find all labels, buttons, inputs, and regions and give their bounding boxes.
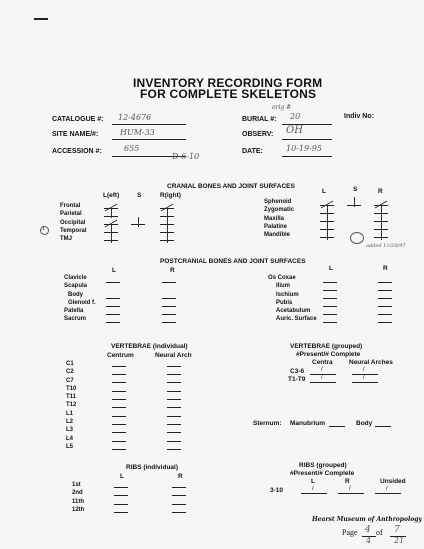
cranial-left-item: Frontal [60, 203, 81, 209]
rib-item: 1st [72, 482, 81, 488]
cranial-col-s: S [137, 192, 142, 199]
margin-mark: 1 [42, 226, 45, 232]
vertebrae-grouped-item: T1-T9 [288, 376, 306, 383]
ribs-grouped-unsided: Unsided [380, 478, 406, 485]
vertebra-item: T11 [66, 394, 77, 401]
postcranial-right-item: Auric. Surface [276, 316, 317, 323]
postcranial-left-item: Clavicle [64, 275, 87, 281]
postcranial-right-list [268, 274, 317, 324]
postcranial-left-item: Glenoid f. [68, 299, 96, 306]
site-label: SITE NAME/#: [52, 131, 99, 138]
manubrium-label: Manubrium [290, 420, 326, 427]
page-total: 7 [394, 525, 400, 535]
site-line [112, 139, 186, 140]
indiv-label: Indiv No: [344, 113, 374, 120]
postcranial-left-item: Body [68, 291, 83, 298]
ribs-col-r: R [178, 473, 183, 480]
ribs-col-l: L [120, 473, 124, 480]
inventory-form-page: INVENTORY RECORDING FORM FOR COMPLETE SKELETONS CATALOGUE #: 12-4676 orig # BURIAL #: 20 Indiv No: SITE NAME/#: HUM-33 OBSERV: OH ACCESSION #: 655 D-6-10 DATE: 10-19-95 CRANIAL BONES AND JOINT SURFACES L(eft) S R(ight) Frontal Parietal Occipital Temporal TMJ 1 L S R Sphenoid Zygomatic Maxilla Palatine Mandible added 11/20/97 POSTCRANIAL BONES AND JOINT SURFACES L R Clavicle Scapula Body Glenoid f. Patella Sacrum L R Os Coxae Ilium Ischium Pubis Acetabulum Auric. Surface VERTEBRAE (individual) Centrum Neural Arch C1 C2 C7 T10 T11 T12 L1 L2 L3 L4 L5 VERTEBRAE (grouped) #Present/# Complete Centra Neural Arches C3-6 T1-T9 / / / / Sternum: Manubrium Body RIBS (individual) L R 1st 2nd 11th 12th RIBS (grouped) #Present/# Complete L R Unsided 3-10 / / / Hearst Museum of Anthropology Page 4 of 7 4 21 [0, 0, 424, 549]
form-title-line2: FOR COMPLETE SKELETONS [140, 87, 317, 101]
vertebrae-grouped-neural: Neural Arches [349, 359, 393, 366]
postcranial-col-l: L [112, 267, 116, 274]
postcranial-right-col-r: R [383, 265, 388, 272]
observ-label: OBSERV: [242, 131, 274, 138]
vertebra-item: T12 [66, 402, 77, 409]
cranial-right-col-s: S [353, 186, 358, 193]
page-total-lower: 21 [394, 536, 405, 545]
postcranial-right-col-l: L [329, 265, 333, 272]
added-note: added 11/20/97 [366, 243, 406, 249]
cranial-left-item: Parietal [60, 211, 82, 218]
vertebra-item: T10 [66, 385, 77, 392]
date-value: 10-19-95 [286, 144, 322, 153]
date-label: DATE: [242, 148, 263, 155]
postcranial-left-list [64, 274, 96, 324]
accession-note: D-6-10 [172, 152, 200, 161]
vertebra-item: L1 [66, 410, 74, 417]
page-number: 4 [365, 525, 371, 535]
vertebra-item: C2 [66, 369, 74, 376]
catalogue-value: 12-4676 [118, 113, 152, 122]
cranial-right-item: Palatine [264, 223, 288, 230]
vertebrae-col-centrum: Centrum [107, 352, 134, 359]
ribs-list [72, 481, 84, 514]
cranial-left-item: Temporal [60, 227, 87, 234]
postcranial-right-item: Os Coxae [268, 275, 296, 281]
accession-value: 655 [124, 144, 140, 153]
cranial-right-col-l: L [322, 188, 326, 195]
postcranial-left-item: Sacrum [64, 316, 87, 323]
cranial-right-item: Zygomatic [264, 207, 295, 214]
ribs-heading: RIBS (individual) [126, 464, 178, 471]
postcranial-right-item: Ischium [276, 291, 299, 298]
vertebra-item: L4 [66, 435, 74, 442]
page-label: Page [342, 528, 358, 537]
rib-item: 2nd [72, 490, 83, 497]
postcranial-heading: POSTCRANIAL BONES AND JOINT SURFACES [160, 258, 306, 265]
body-line [375, 426, 391, 427]
cranial-right-col-r: R [378, 188, 383, 195]
ribs-grouped-l: L [311, 478, 315, 485]
of-label: of [376, 528, 383, 537]
date-line [282, 156, 332, 157]
accession-label: ACCESSION #: [52, 148, 102, 155]
burial-label: BURIAL #: [242, 116, 277, 123]
ribs-grouped-sub: #Present/# Complete [290, 470, 355, 477]
cranial-right-list [264, 198, 294, 239]
postcranial-col-r: R [170, 267, 175, 274]
vertebra-item: L3 [66, 427, 74, 434]
vertebrae-grouped-sub: #Present/# Complete [296, 351, 361, 358]
vertebrae-heading: VERTEBRAE (individual) [111, 343, 188, 350]
cranial-col-right: R(ight) [160, 192, 181, 199]
observ-value: OH [286, 125, 303, 136]
corner-mark [34, 18, 48, 20]
cranial-left-item: TMJ [60, 236, 72, 243]
vertebrae-grouped-heading: VERTEBRAE (grouped) [290, 343, 363, 350]
body-label: Body [356, 420, 373, 427]
sternum-label: Sternum: [253, 420, 282, 427]
burial-note: orig # [272, 104, 292, 111]
burial-value: 20 [290, 112, 301, 121]
postcranial-right-item: Pubis [276, 299, 293, 306]
vertebrae-col-neural: Neural Arch [155, 352, 192, 359]
postcranial-left-item: Patella [64, 308, 84, 315]
cranial-left-item: Occipital [60, 219, 86, 226]
rib-item: 11th [72, 498, 85, 505]
vertebrae-list [66, 360, 76, 451]
cranial-heading: CRANIAL BONES AND JOINT SURFACES [167, 183, 295, 190]
museum-name: Hearst Museum of Anthropology [312, 516, 422, 523]
catalogue-line [112, 124, 186, 125]
site-value: HUM-33 [120, 128, 155, 137]
rib-item: 12th [72, 506, 85, 513]
vertebrae-grouped-centra: Centra [312, 359, 333, 366]
observ-line [282, 139, 332, 140]
vertebra-item: L2 [66, 419, 74, 426]
mandible-circle [350, 232, 364, 244]
cranial-right-item: Sphenoid [264, 199, 292, 205]
vertebra-item: L5 [66, 443, 74, 450]
cranial-col-left: L(eft) [103, 192, 120, 199]
form-title-line1: INVENTORY RECORDING FORM [133, 76, 323, 90]
cranial-left-list [60, 202, 87, 243]
ribs-grouped-r: R [345, 478, 350, 485]
ribs-grouped-heading: RIBS (grouped) [299, 462, 347, 469]
manubrium-line [329, 426, 345, 427]
cranial-right-item: Mandible [264, 232, 291, 239]
postcranial-right-item: Ilium [276, 283, 291, 290]
page-number-lower: 4 [366, 536, 372, 545]
postcranial-left-item: Scapula [64, 283, 88, 290]
ribs-grouped-item: 3-10 [270, 487, 284, 494]
vertebrae-grouped-item: C3-6 [290, 368, 305, 375]
cranial-right-item: Maxilla [264, 215, 285, 222]
postcranial-right-item: Acetabulum [276, 308, 311, 315]
vertebra-item: C1 [66, 361, 74, 367]
catalogue-label: CATALOGUE #: [52, 116, 104, 123]
vertebra-item: C7 [66, 377, 74, 384]
